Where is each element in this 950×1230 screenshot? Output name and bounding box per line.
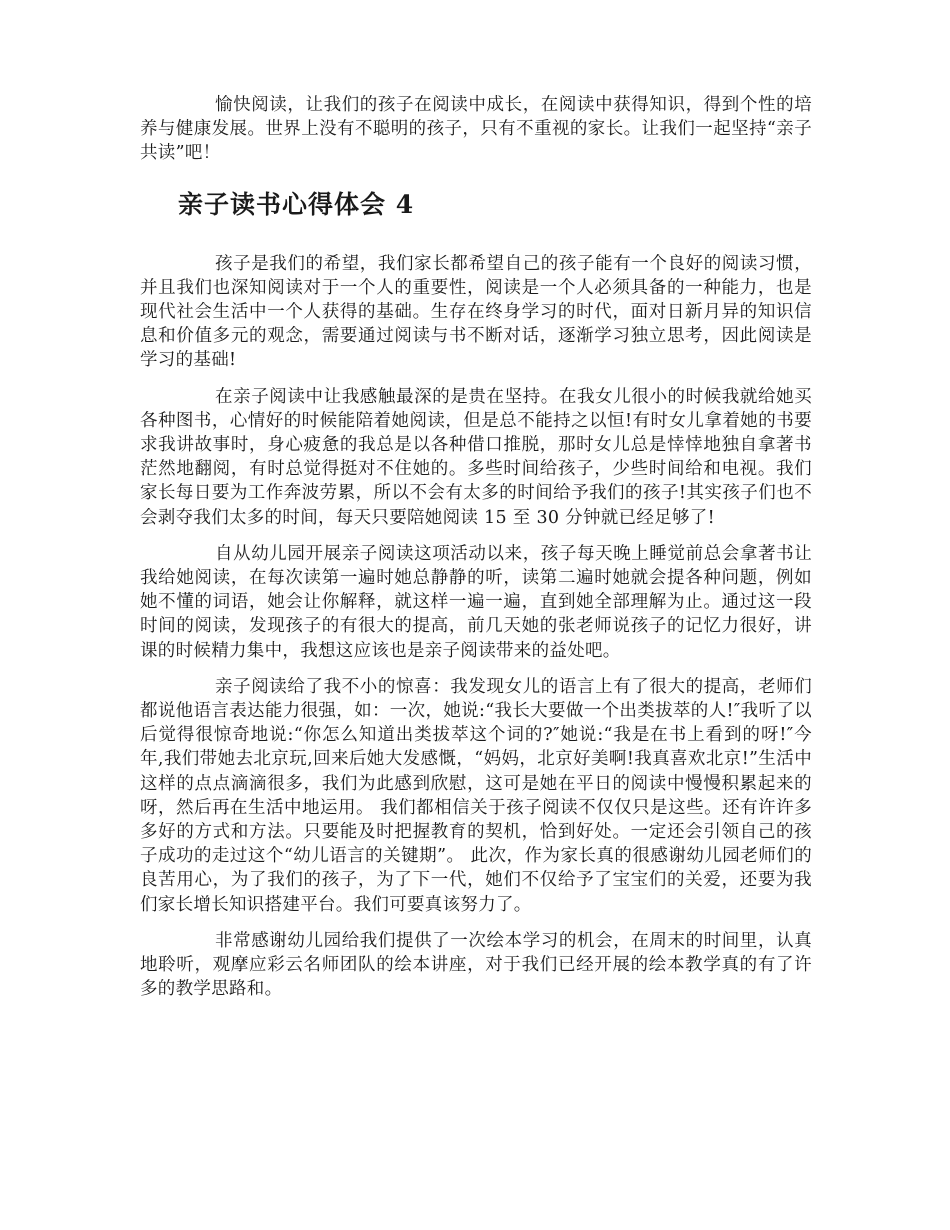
section-title: 亲子读书心得体会 4 (178, 189, 415, 219)
body-paragraph: 孩子是我们的希望，我们家长都希望自己的孩子能有一个良好的阅读习惯，并且我们也深知阅读对于一个人的重要性，阅读是一个人必须具备的一种能力，也是现代社会生活中一个人获得的基础。生存在终身学习的时代，面对日新月异的知识信息和价值多元的观念，需要通过阅读与书不断对话，逐渐学习独立思考，因此阅读是学习的基础! (140, 253, 812, 371)
body-paragraph: 自从幼儿园开展亲子阅读这项活动以来，孩子每天晚上睡觉前总会拿著书让我给她阅读，在每次读第一遍时她总静静的听，读第二遍时她就会提各种问题，例如她不懂的词语，她会让你解释，就这样一遍一遍，直到她全部理解为止。通过这一段时间的阅读，发现孩子的有很大的提高，前几天她的张老师说孩子的记忆力很好，讲课的时候精力集中，我想这应该也是亲子阅读带来的益处吧。 (140, 543, 812, 661)
body-paragraph: 在亲子阅读中让我感触最深的是贵在坚持。在我女儿很小的时候我就给她买各种图书，心情好的时候能陪着她阅读，但是总不能持之以恒!有时女儿拿着她的书要求我讲故事时，身心疲惫的我总是以各种借口推脱，那时女儿总是悻悻地独自拿著书茫然地翻阅，有时总觉得挺对不住她的。多些时间给孩子，少些时间给和电视。我们家长每日要为工作奔波劳累，所以不会有太多的时间给予我们的孩子!其实孩子们也不会剥夺我们太多的时间，每天只要陪她阅读 15 至 30 分钟就已经足够了! (140, 386, 812, 528)
document-page (140, 93, 812, 1002)
intro-paragraph: 愉快阅读，让我们的孩子在阅读中成长，在阅读中获得知识，得到个性的培养与健康发展。世界上没有不聪明的孩子，只有不重视的家长。让我们一起坚持“亲子共读”吧！ (140, 95, 812, 164)
body-paragraph: 非常感谢幼儿园给我们提供了一次绘本学习的机会，在周末的时间里，认真地聆听，观摩应彩云名师团队的绘本讲座，对于我们已经开展的绘本教学真的有了许多的教学思路和。 (140, 930, 812, 1000)
body-paragraph: 亲子阅读给了我不小的惊喜：我发现女儿的语言上有了很大的提高，老师们都说他语言表达能力很强，如：一次，她说:“我长大要做一个出类拔萃的人!″我听了以后觉得很惊奇地说:“你怎么知道出类拔萃这个词的?″她说:“我是在书上看到的呀!″今年,我们带她去北京玩,回来后她大发感慨，“妈妈，北京好美啊!我真喜欢北京!”生活中这样的点点滴滴很多，我们为此感到欣慰，这可是她在平日的阅读中慢慢积累起来的呀，然后再在生活中地运用。 我们都相信关于孩子阅读不仅仅只是这些。还有许许多多好的方式和方法。只要能及时把握教育的契机，恰到好处。一定还会引领自己的孩子成功的走过这个“幼儿语言的关键期”。 此次，作为家长真的很感谢幼儿园老师们的良苦用心，为了我们的孩子，为了下一代，她们不仅给予了宝宝们的关爱，还要为我们家长增长知识搭建平台。我们可要真该努力了。 (140, 676, 812, 915)
